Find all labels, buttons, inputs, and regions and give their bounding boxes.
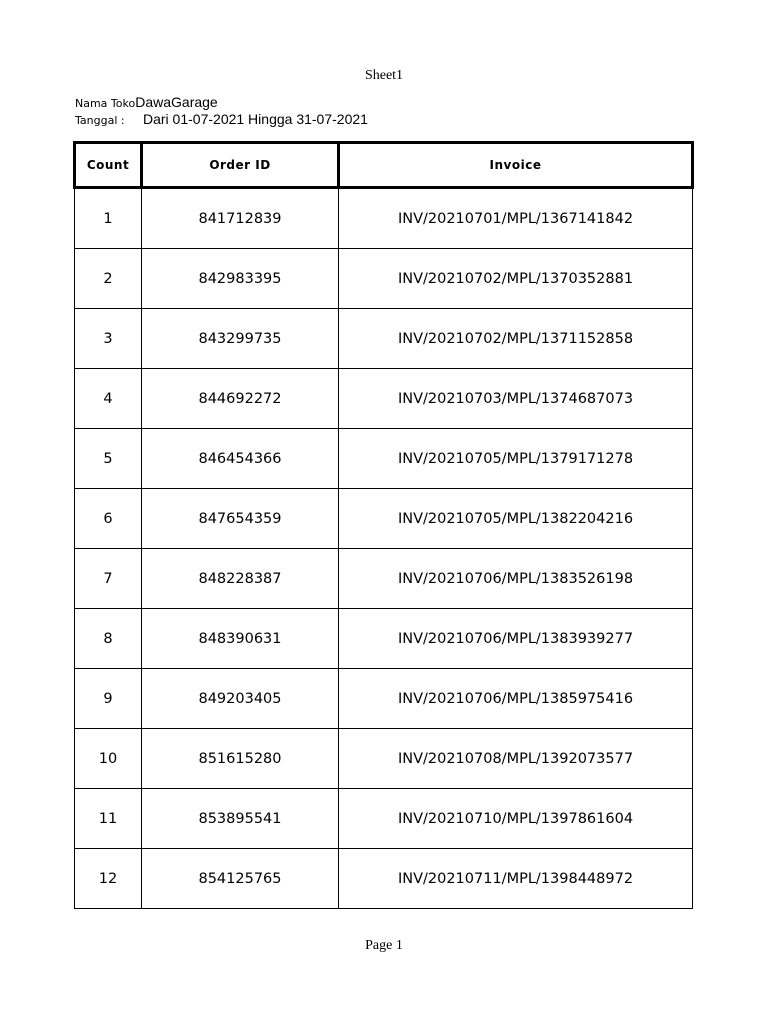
page-number: Page 1	[365, 938, 403, 953]
count-cell: 1	[75, 188, 142, 249]
table-row	[75, 609, 693, 669]
order-id-cell: 848390631	[142, 609, 339, 669]
invoice-cell: INV/20210710/MPL/1397861604	[339, 789, 693, 849]
invoice-cell: INV/20210708/MPL/1392073577	[339, 729, 693, 789]
invoice-cell: INV/20210702/MPL/1371152858	[339, 309, 693, 369]
orders-table	[73, 141, 694, 909]
count-cell: 8	[75, 609, 142, 669]
order-id-cell: 846454366	[142, 429, 339, 489]
table-row	[75, 669, 693, 729]
order-id-cell: 843299735	[142, 309, 339, 369]
count-cell: 6	[75, 489, 142, 549]
order-id-cell: 841712839	[142, 188, 339, 249]
table-row	[75, 549, 693, 609]
order-id-cell: 847654359	[142, 489, 339, 549]
invoice-cell: INV/20210705/MPL/1382204216	[339, 489, 693, 549]
count-cell: 3	[75, 309, 142, 369]
count-cell: 9	[75, 669, 142, 729]
column-header-order-id: Order ID	[142, 143, 339, 188]
table-row	[75, 249, 693, 309]
date-label: Tanggal :	[75, 114, 125, 127]
store-label: Nama Toko	[75, 97, 136, 110]
count-cell: 4	[75, 369, 142, 429]
table-row	[75, 489, 693, 549]
order-id-cell: 842983395	[142, 249, 339, 309]
table-row	[75, 429, 693, 489]
invoice-cell: INV/20210701/MPL/1367141842	[339, 188, 693, 249]
count-cell: 5	[75, 429, 142, 489]
column-header-count: Count	[75, 143, 142, 188]
table-row	[75, 369, 693, 429]
invoice-cell: INV/20210705/MPL/1379171278	[339, 429, 693, 489]
count-cell: 12	[75, 849, 142, 909]
table-row	[75, 729, 693, 789]
count-cell: 11	[75, 789, 142, 849]
order-id-cell: 853895541	[142, 789, 339, 849]
table-row	[75, 188, 693, 249]
store-name: DawaGarage	[135, 94, 218, 110]
order-id-cell: 854125765	[142, 849, 339, 909]
count-cell: 10	[75, 729, 142, 789]
count-cell: 7	[75, 549, 142, 609]
invoice-cell: INV/20210706/MPL/1383526198	[339, 549, 693, 609]
invoice-cell: INV/20210706/MPL/1385975416	[339, 669, 693, 729]
invoice-cell: INV/20210706/MPL/1383939277	[339, 609, 693, 669]
invoice-cell: INV/20210711/MPL/1398448972	[339, 849, 693, 909]
sheet-title: Sheet1	[364, 68, 404, 83]
date-range: Dari 01-07-2021 Hingga 31-07-2021	[143, 111, 368, 127]
table-row	[75, 789, 693, 849]
column-header-invoice: Invoice	[339, 143, 693, 188]
order-id-cell: 851615280	[142, 729, 339, 789]
order-id-cell: 844692272	[142, 369, 339, 429]
order-id-cell: 848228387	[142, 549, 339, 609]
table-row	[75, 309, 693, 369]
invoice-cell: INV/20210703/MPL/1374687073	[339, 369, 693, 429]
order-id-cell: 849203405	[142, 669, 339, 729]
table-header-row	[75, 143, 693, 188]
count-cell: 2	[75, 249, 142, 309]
invoice-cell: INV/20210702/MPL/1370352881	[339, 249, 693, 309]
table-row	[75, 849, 693, 909]
date-row	[75, 109, 368, 128]
